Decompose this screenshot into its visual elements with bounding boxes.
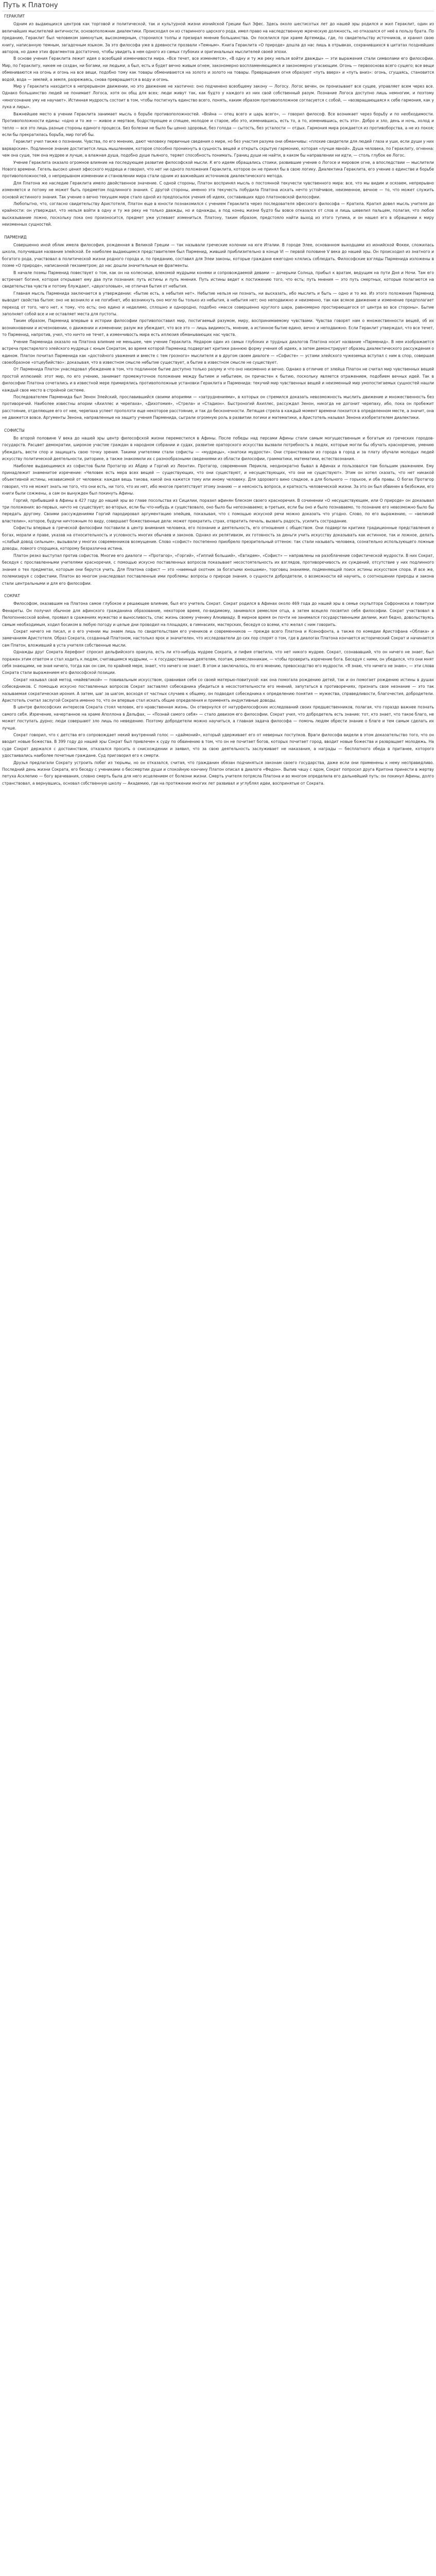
paragraph: Платон резко выступал против софистов. Многие его диалоги — «Протагор», «Горгий», «Гиппий больший», «Евтидем», «Софист» — направлены на разоблачение софистической мудрости. В них Сократ, беседуя с прославленными учителями красноречия, с помощью искусно поставленных вопросов показывает несостоятельность их взглядов, противоречивость их суждений, отсутствие у них подлинного знания о тех предметах, которым они берутся учить. Для Платона софист — это «наемный охотник за богатыми юношами», торговец знаниями, подменяющий поиск истины искусством спора. И все же, полемизируя с софистами, Платон во многом унаследовал поставленные ими проблемы: вопросы о природе знания, о сущности добродетели, о возможности ей научить, о соотношении природы и закона стали центральными и для его философии. — [2, 553, 434, 586]
paragraph: Софисты впервые в греческой философии поставили в центр внимания человека, его познание и деятельность, его отношения с обществом. Они подвергли критике традиционные представления о богах, морали и праве, указав на относительность и условность многих обычаев и законов. Однако их релятивизм, их готовность за деньги учить искусству доказывать как истинное, так и ложное, делать «слабый довод сильным», вызывали у многих современников возмущение. Слово «софист» постепенно приобрело презрительный оттенок: так стали называть человека, сознательно использующего ложные доводы, ловкого спорщика, которому безразлична истина. — [2, 526, 434, 551]
paragraph: Важнейшее место в учении Гераклита занимает мысль о борьбе противоположностей. «Война — отец всего и царь всего», — говорил философ. Все возникает через борьбу и по необходимости. Противоположности едины: «одно и то же — живое и мертвое, бодрствующее и спящее, молодое и старое, ибо это, изменившись, есть то, а то, изменившись, есть это». Добро и зло, день и ночь, холод и тепло — все это лишь разные стороны единого процесса. Без болезни не было бы ценно здоровье, без голода — сытость, без усталости — отдых. Гармония мира рождается из противоборства, а не из покоя; если бы прекратилась борьба, мир погиб бы. — [2, 111, 434, 137]
section-heading: СОКРАТ — [4, 593, 20, 598]
paragraph: Учение Парменида оказало на Платона влияние не меньшее, чем учение Гераклита. Недаром один из самых глубоких и трудных диалогов Платона носит название «Парменид». В нем изображается встреча престарелого элейского мудреца с юным Сократом, во время которой Парменид подвергает критике раннюю форму учения об идеях, а затем демонстрирует образец диалектического рассуждения о едином. Платон почитал Парменида как «достойного уважения и вместе с тем грозного» мыслителя и в другом своем диалоге — «Софисте» — устами элейского чужеземца вступал с ним в спор, совершая своеобразное «отцеубийство»: доказывая, что в известном смысле небытие существует, а бытие в известном смысле не существует. — [2, 339, 434, 365]
paragraph: Сократ ничего не писал, и о его учении мы знаем лишь по свидетельствам его учеников и современников — прежде всего Платона и Ксенофонта, а также по комедии Аристофана «Облака» и замечаниям Аристотеля. Образ Сократа, созданный Платоном, настолько ярок и значителен, что исследователи до сих пор спорят о том, где в диалогах Платона кончается исторический Сократ и начинается сам Платон, вложивший в уста учителя собственные мысли. — [2, 629, 434, 648]
paragraph: В центре философских интересов Сократа стоял человек, его нравственная жизнь. Он отвернулся от натурфилософских исследований своих предшественников, полагая, что гораздо важнее познать самого себя. Изречение, начертанное на храме Аполлона в Дельфах, — «Познай самого себя» — стало девизом его философии. Сократ учил, что добродетель есть знание: тот, кто знает, что такое благо, не может поступать дурно; люди совершают зло лишь по неведению. Поэтому добродетели можно научиться, а главная задача философа — помочь людям обрести знание о благе и тем самым сделать их лучше. — [2, 705, 434, 731]
article-body — [2, 13, 434, 787]
paragraph: Главная мысль Парменида заключается в утверждении: «бытие есть, а небытия нет». Небытие нельзя ни познать, ни высказать, ибо мыслить и быть — одно и то же. Из этого положения Парменид выводит свойства бытия: оно не возникло и не погибнет, ибо возникнуть оно могло бы только из небытия, а небытия нет; оно неподвижно и неизменно, так как всякое движение и изменение предполагает переход от того, чего нет, к тому, что есть; оно едино и неделимо, сплошно и однородно, подобно «массе совершенно круглого шара, равномерно простирающегося от центра во все стороны». Бытие заполняет собой все и не оставляет места для пустоты. — [2, 291, 434, 317]
paragraph: Гераклит учил также о познании. Чувства, по его мнению, дают человеку первичные сведения о мире, но без участия разума они обманчивы: «плохие свидетели для людей глаза и уши, если души у них варварские». Подлинное знание достигается лишь мышлением, которое способно проникнуть в сущность вещей и открыть скрытую гармонию, которая «лучше явной». Душа человека, по Гераклиту, огненна: чем она суше, тем она мудрее и лучше, а влажная душа, подобно душе пьяного, теряет способность понимать. Границ души не найти, в каком бы направлении ни идти, — столь глубок ее Логос. — [2, 139, 434, 158]
paragraph: Однажды друг Сократа Херефонт спросил дельфийского оракула, есть ли кто-нибудь мудрее Сократа, и пифия ответила, что нет никого мудрее. Сократ, сознававший, что он ничего не знает, был поражен этим ответом и стал ходить к людям, считавшимся мудрыми, — к государственным деятелям, поэтам, ремесленникам, — чтобы проверить изречение бога. Беседуя с ними, он убедился, что они мнят себя знающими, не зная ничего, тогда как он сам, по крайней мере, знает, что ничего не знает. В этом и заключалось, по его мнению, превосходство его мудрости. «Я знаю, что ничего не знаю», — эти слова Сократа стали выражением его философской позиции. — [2, 650, 434, 675]
paragraph: В начале поэмы Парменид повествует о том, как он на колеснице, влекомой мудрыми конями и сопровождаемой девами — дочерьми Солнца, прибыл к вратам, ведущим на пути Дня и Ночи. Там его встречает богиня, которая открывает ему два пути познания: путь истины и путь мнения. Путь истины ведет к постижению того, что есть; путь мнения — это путь смертных, которые полагаются на свидетельства чувств и потому блуждают, «двухголовые», не отличая бытия от небытия. — [2, 270, 434, 289]
paragraph: Совершенно иной облик имела философия, рожденная в Великой Греции — так называли греческие колонии на юге Италии. В городе Элее, основанном выходцами из ионийской Фокеи, сложилась школа, получившая название элейской. Ее наиболее выдающимся представителем был Парменид, живший приблизительно в конце VI — первой половине V века до нашей эры. Он происходил из знатного и богатого рода, участвовал в политической жизни родного города и, по преданию, составил для Элеи законы, которые граждане ежегодно клялись соблюдать. Философские взгляды Парменида изложены в поэме «О природе», написанной гекзаметром; до нас дошли значительные ее фрагменты. — [2, 243, 434, 268]
paragraph: Мир у Гераклита находится в непрерывном движении, но это движение не хаотично: оно подчинено всеобщему закону — Логосу. Логос вечен, он пронизывает все сущее, управляет всем через все. Однако большинство людей не понимает Логоса, хотя он общ для всех; люди живут так, как будто у каждого из них свой собственный разум. Познание Логоса доступно лишь немногим, и поэтому «многознание уму не научает». Истинная мудрость состоит в том, чтобы постигнуть единство всего, понять, каким образом противоположное согласуется с собой, — «возвращающаяся к себе гармония, как у лука и лиры». — [2, 84, 434, 110]
paragraph: От Парменида Платон унаследовал убеждение в том, что подлинное бытие доступно только разуму и что оно неизменно и вечно. Однако в отличие от элейца Платон не считал мир чувственных вещей простой иллюзией: этот мир, по его учению, занимает промежуточное положение между бытием и небытием, он причастен к бытию, поскольку является отражением, подобием вечных идей. Так в философии Платона сочетались и в известной мере примирялись противоположные установки Гераклита и Парменида: текучий мир чувственных вещей и неизменный мир умопостигаемых сущностей нашли каждый свое место в стройной системе. — [2, 367, 434, 393]
paragraph: В основе учения Гераклита лежит идея о всеобщей изменчивости мира. «Все течет, все изменяется», «В одну и ту же реку нельзя войти дважды» — эти выражения стали символами его философии. Мир, по Гераклиту, никем не создан, ни богами, ни людьми, а был, есть и будет вечно живым огнем, закономерно воспламеняющимся и закономерно угасающим. Огонь — первооснова всего сущего; все вещи обмениваются на огонь и огонь на все вещи, подобно тому как товары обмениваются на золото и золото на товары. Превращения огня образуют «путь вверх» и «путь вниз»: огонь, сгущаясь, становится водой, вода — землей, а земля, разрежаясь, снова превращается в воду и огонь. — [2, 56, 434, 82]
paragraph: Во второй половине V века до нашей эры центр философской жизни переместился в Афины. После победы над персами Афины стали самым могущественным и богатым из греческих городов-государств. Расцвет демократии, широкое участие граждан в народном собрании и судах, развитие ораторского искусства вызвали потребность в людях, которые могли бы обучать красноречию, умению убеждать, вести спор и защищать свою точку зрения. Такими учителями стали софисты — «мудрецы», «знатоки мудрости». Они странствовали из города в город и за плату обучали молодых людей искусству политической деятельности, риторике, а также знакомили их с разнообразными сведениями из области философии, грамматики, математики, естествознания. — [2, 435, 434, 462]
section-heading: ПАРМЕНИД — [4, 234, 27, 240]
section-heading: СОФИСТЫ — [4, 428, 25, 433]
paragraph: Любопытно, что, согласно свидетельству Аристотеля, Платон еще в юности познакомился с учением Гераклита через последователя эфесского философа — Кратила. Кратил довел мысль учителя до крайности: он утверждал, что нельзя войти в одну и ту же реку не только дважды, но и однажды, а под конец жизни будто бы вовсе отказался от слов и лишь шевелил пальцем, полагая, что любое высказывание ложно, поскольку пока оно произносится, предмет уже успевает измениться. Платону, таким образом, предстояло найти выход из этого тупика, и он нашел его в обращении к миру неизменных сущностей. — [2, 201, 434, 227]
paragraph: Философом, оказавшим на Платона самое глубокое и решающее влияние, был его учитель Сократ. Сократ родился в Афинах около 469 года до нашей эры в семье скульптора Софрониска и повитухи Фенареты. Он получил обычное для афинского гражданина образование, некоторое время, по-видимому, занимался ремеслом отца, а затем всецело посвятил себя философии. Сократ участвовал в Пелопоннесской войне, проявил в сражениях мужество и выносливость, спас жизнь своему ученику Алкивиаду. В мирное время он почти не занимался государственными делами, жил бедно, довольствуясь самым необходимым, ходил босиком в любую погоду и целые дни проводил на площадях, в гимнасиях, мастерских, беседуя со всеми, кто желал с ним говорить. — [2, 601, 434, 627]
paragraph: Последователем Парменида был Зенон Элейский, прославившийся своими апориями — «затруднениями», в которых он стремился доказать невозможность мыслить движение и множественность без противоречий. Наиболее известны апории «Ахиллес и черепаха», «Дихотомия», «Стрела» и «Стадион». Быстроногий Ахиллес, рассуждал Зенон, никогда не догонит черепаху, ибо, пока он пробежит расстояние, отделяющее его от нее, черепаха успеет проползти еще некоторое расстояние, и так до бесконечности. Летящая стрела в каждый момент времени покоится в определенном месте, а значит, она не движется вовсе. Аргументы Зенона, направленные на защиту учения Парменида, сыграли огромную роль в развитии логики и математики, а Аристотель называл Зенона изобретателем диалектики. — [2, 394, 434, 420]
paragraph: Учение Гераклита оказало огромное влияние на последующее развитие философской мысли. К его идеям обращались стоики, развившие учение о Логосе и мировом огне, а впоследствии — мыслители Нового времени. Гегель высоко ценил эфесского мудреца и говорил, что нет ни одного положения Гераклита, которое он не принял бы в свою логику. Диалектика Гераклита, его учение о единстве и борьбе противоположностей, о непрерывном изменении и становлении мира стали одним из важнейших источников диалектического метода. — [2, 160, 434, 179]
page-title: Путь к Платону — [3, 2, 58, 9]
paragraph: Друзья предлагали Сократу устроить побег из тюрьмы, но он отказался, считая, что гражданин обязан подчиняться законам своего государства, даже если они применены к нему несправедливо. Последний день жизни Сократа, его беседу с учениками о бессмертии души и спокойную кончину Платон описал в диалоге «Федон». Выпив чашу с ядом, Сократ попросил друга Критона принести в жертву петуха Асклепию — богу врачевания, словно смерть была для него исцелением от болезни жизни. Смерть учителя потрясла Платона и во многом определила его дальнейший путь: он покинул Афины, долго странствовал, а вернувшись, основал собственную школу — Академию, где на протяжении многих лет развивал и углублял идеи, воспринятые от Сократа. — [2, 760, 434, 786]
paragraph: Сократ говорил, что с детства его сопровождает некий внутренний голос — «даймоний», который удерживает его от неверных поступков. Враги философа видели в этом доказательство того, что он вводит новые божества. В 399 году до нашей эры Сократ был привлечен к суду по обвинению в том, что он не почитает богов, которых почитает город, вводит новые божества и развращает молодежь. На суде Сократ держался с достоинством, отказался просить о снисхождении и заявил, что за свою деятельность заслуживает не наказания, а награды — бесплатного обеда в пританее, которого удостаивались наиболее почетные граждане. Суд приговорил его к смерти. — [2, 733, 434, 758]
paragraph: Наиболее выдающимися из софистов были Протагор из Абдер и Горгий из Леонтин. Протагор, современник Перикла, неоднократно бывал в Афинах и пользовался там большим уважением. Ему принадлежит знаменитое изречение: «Человек есть мера всех вещей — существующих, что они существуют, и несуществующих, что они не существуют». Этим он хотел сказать, что нет никакой объективной истины, независимой от человека: каждая вещь такова, какой она кажется тому или иному человеку. Для здорового вино сладкое, а для больного — горькое, и оба правы. О богах Протагор говорил, что не может знать ни того, что они есть, ни того, что их нет, ибо многое препятствует этому знанию — и неясность вопроса, и краткость человеческой жизни. За это он был обвинен в безбожии, его книги были сожжены, а сам он вынужден был покинуть Афины. — [2, 463, 434, 496]
paragraph: Горгий, прибывший в Афины в 427 году до нашей эры во главе посольства из Сицилии, поразил афинян блеском своего красноречия. В сочинении «О несуществующем, или О природе» он доказывал три положения: во-первых, ничто не существует; во-вторых, если бы что-нибудь и существовало, оно было бы непознаваемо; в-третьих, если бы оно и было познаваемо, то познание его невозможно было бы передать другому. Своими рассуждениями Горгий пародировал аргументацию элейцев, показывая, что с помощью искусной речи можно доказать что угодно. Слово, по его выражению, — «великий властелин», которое, будучи ничтожным по виду, совершает божественные дела: может прекратить страх, отвратить печаль, вызвать радость, усилить сострадание. — [2, 498, 434, 523]
paragraph: Таким образом, Парменид впервые в истории философии противопоставил мир, постигаемый разумом, миру, воспринимаемому чувствами. Чувства говорят нам о множественности вещей, об их возникновении и исчезновении, о движении и изменении; разум же убеждает, что все это — лишь видимость, мнение, а истинное бытие едино, вечно и неподвижно. Если Гераклит утверждал, что все течет, то Парменид, напротив, учил, что ничто не течет, а изменчивость мира есть иллюзия обманывающих нас чувств. — [2, 318, 434, 337]
paragraph: Одним из выдающихся центров как торговой и политической, так и культурной жизни ионийской Греции был Эфес. Здесь около шестисотых лет до нашей эры родился и жил Гераклит, один из величайших мыслителей античности, основоположник диалектики. Происходил он из старинного царского рода, имел право на наследственную жреческую должность, но отказался от неё в пользу брата. По преданию, Гераклит был человеком замкнутым, высокомерным, сторонился толпы и презирал мнение большинства. Он поселился при храме Артемиды, где, по свидетельству источников, и хранил свою книгу, написанную темным, загадочным языком. За это философа уже в древности прозвали «Темным». Книга Гераклита «О природе» дошла до нас лишь в отрывках, сохранившихся в цитатах позднейших авторов, но даже этих фрагментов достаточно, чтобы увидеть в нем одного из самых глубоких и оригинальных мыслителей своей эпохи. — [2, 22, 434, 55]
paragraph: Для Платона же наследие Гераклита имело двойственное значение. С одной стороны, Платон воспринял мысль о постоянной текучести чувственного мира: все, что мы видим и осязаем, непрерывно изменяется и потому не может быть предметом подлинного знания. С другой стороны, именно эта текучесть побудила Платона искать нечто устойчивое, неизменное, вечное — то, что может служить основой истинного знания. Так учение о вечно текущем мире стало одной из предпосылок учения об идеях, составивших ядро платоновской философии. — [2, 180, 434, 199]
paragraph: Сократ называл свой метод «майевтикой» — повивальным искусством, сравнивая себя со своей матерью-повитухой: как она помогала рождению детей, так и он помогает рождению истины в душах собеседников. С помощью искусно поставленных вопросов Сократ заставлял собеседника убедиться в несостоятельности его мнений, запутаться в противоречиях, признать свое незнание — это так называемая сократическая ирония. А затем, шаг за шагом, восходя от частных случаев к общему, он подводил собеседника к определению понятия — мужества, справедливости, благочестия, добродетели. Аристотель считал заслугой Сократа именно то, что он впервые стал искать общие определения и применять индуктивные доводы. — [2, 677, 434, 703]
section-heading: ГЕРАКЛИТ — [4, 14, 25, 19]
